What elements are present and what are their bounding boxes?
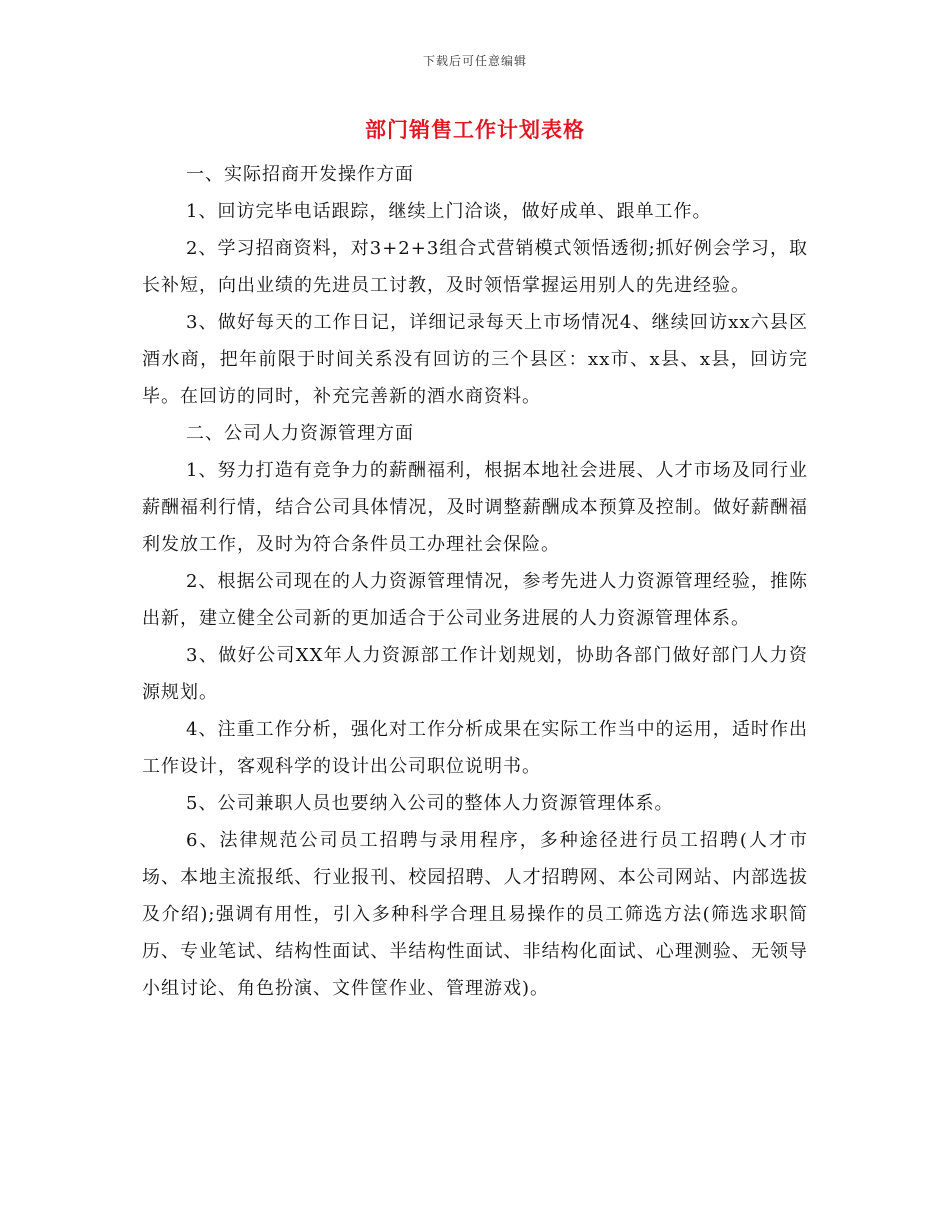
paragraph-2-1: 1、努力打造有竞争力的薪酬福利，根据本地社会进展、人才市场及同行业薪酬福利行情，结合公司具体情况，及时调整薪酬成本预算及控制。做好薪酬福利发放工作，及时为符合条件员工办理社会保险。 <box>142 460 808 555</box>
document-body <box>142 156 808 1007</box>
paragraph-1-3: 3、做好每天的工作日记，详细记录每天上市场情况4、继续回访xx六县区酒水商，把年前限于时间关系没有回访的三个县区：xx市、x县、x县，回访完毕。在回访的同时，补充完善新的酒水商资料。 <box>142 312 808 407</box>
section-heading-2: 二、公司人力资源管理方面 <box>186 423 414 444</box>
section-heading-1: 一、实际招商开发操作方面 <box>186 164 414 185</box>
paragraph-2-5: 5、公司兼职人员也要纳入公司的整体人力资源管理体系。 <box>186 793 674 814</box>
document-title: 部门销售工作计划表格 <box>365 117 585 142</box>
page-header-note: 下载后可任意编辑 <box>422 54 527 68</box>
paragraph-2-6: 6、法律规范公司员工招聘与录用程序，多种途径进行员工招聘(人才市场、本地主流报纸、行业报刊、校园招聘、人才招聘网、本公司网站、内部选拔及介绍);强调有用性，引入多种科学合理且易操作的员工筛选方法(筛选求职简历、专业笔试、结构性面试、半结构性面试、非结构化面试、心理测验、无领导小组讨论、角色扮演、文件筐作业、管理游戏)。 <box>142 830 808 999</box>
paragraph-2-2: 2、根据公司现在的人力资源管理情况，参考先进人力资源管理经验，推陈出新，建立健全公司新的更加适合于公司业务进展的人力资源管理体系。 <box>142 571 808 629</box>
paragraph-1-2: 2、学习招商资料，对3+2+3组合式营销模式领悟透彻;抓好例会学习，取长补短，向出业绩的先进员工讨教，及时领悟掌握运用别人的先进经验。 <box>142 238 808 296</box>
paragraph-2-3: 3、做好公司XX年人力资源部工作计划规划，协助各部门做好部门人力资源规划。 <box>142 645 808 703</box>
paragraph-1-1: 1、回访完毕电话跟踪，继续上门洽谈，做好成单、跟单工作。 <box>186 201 712 222</box>
paragraph-2-4: 4、注重工作分析，强化对工作分析成果在实际工作当中的运用，适时作出工作设计，客观科学的设计出公司职位说明书。 <box>142 719 808 777</box>
